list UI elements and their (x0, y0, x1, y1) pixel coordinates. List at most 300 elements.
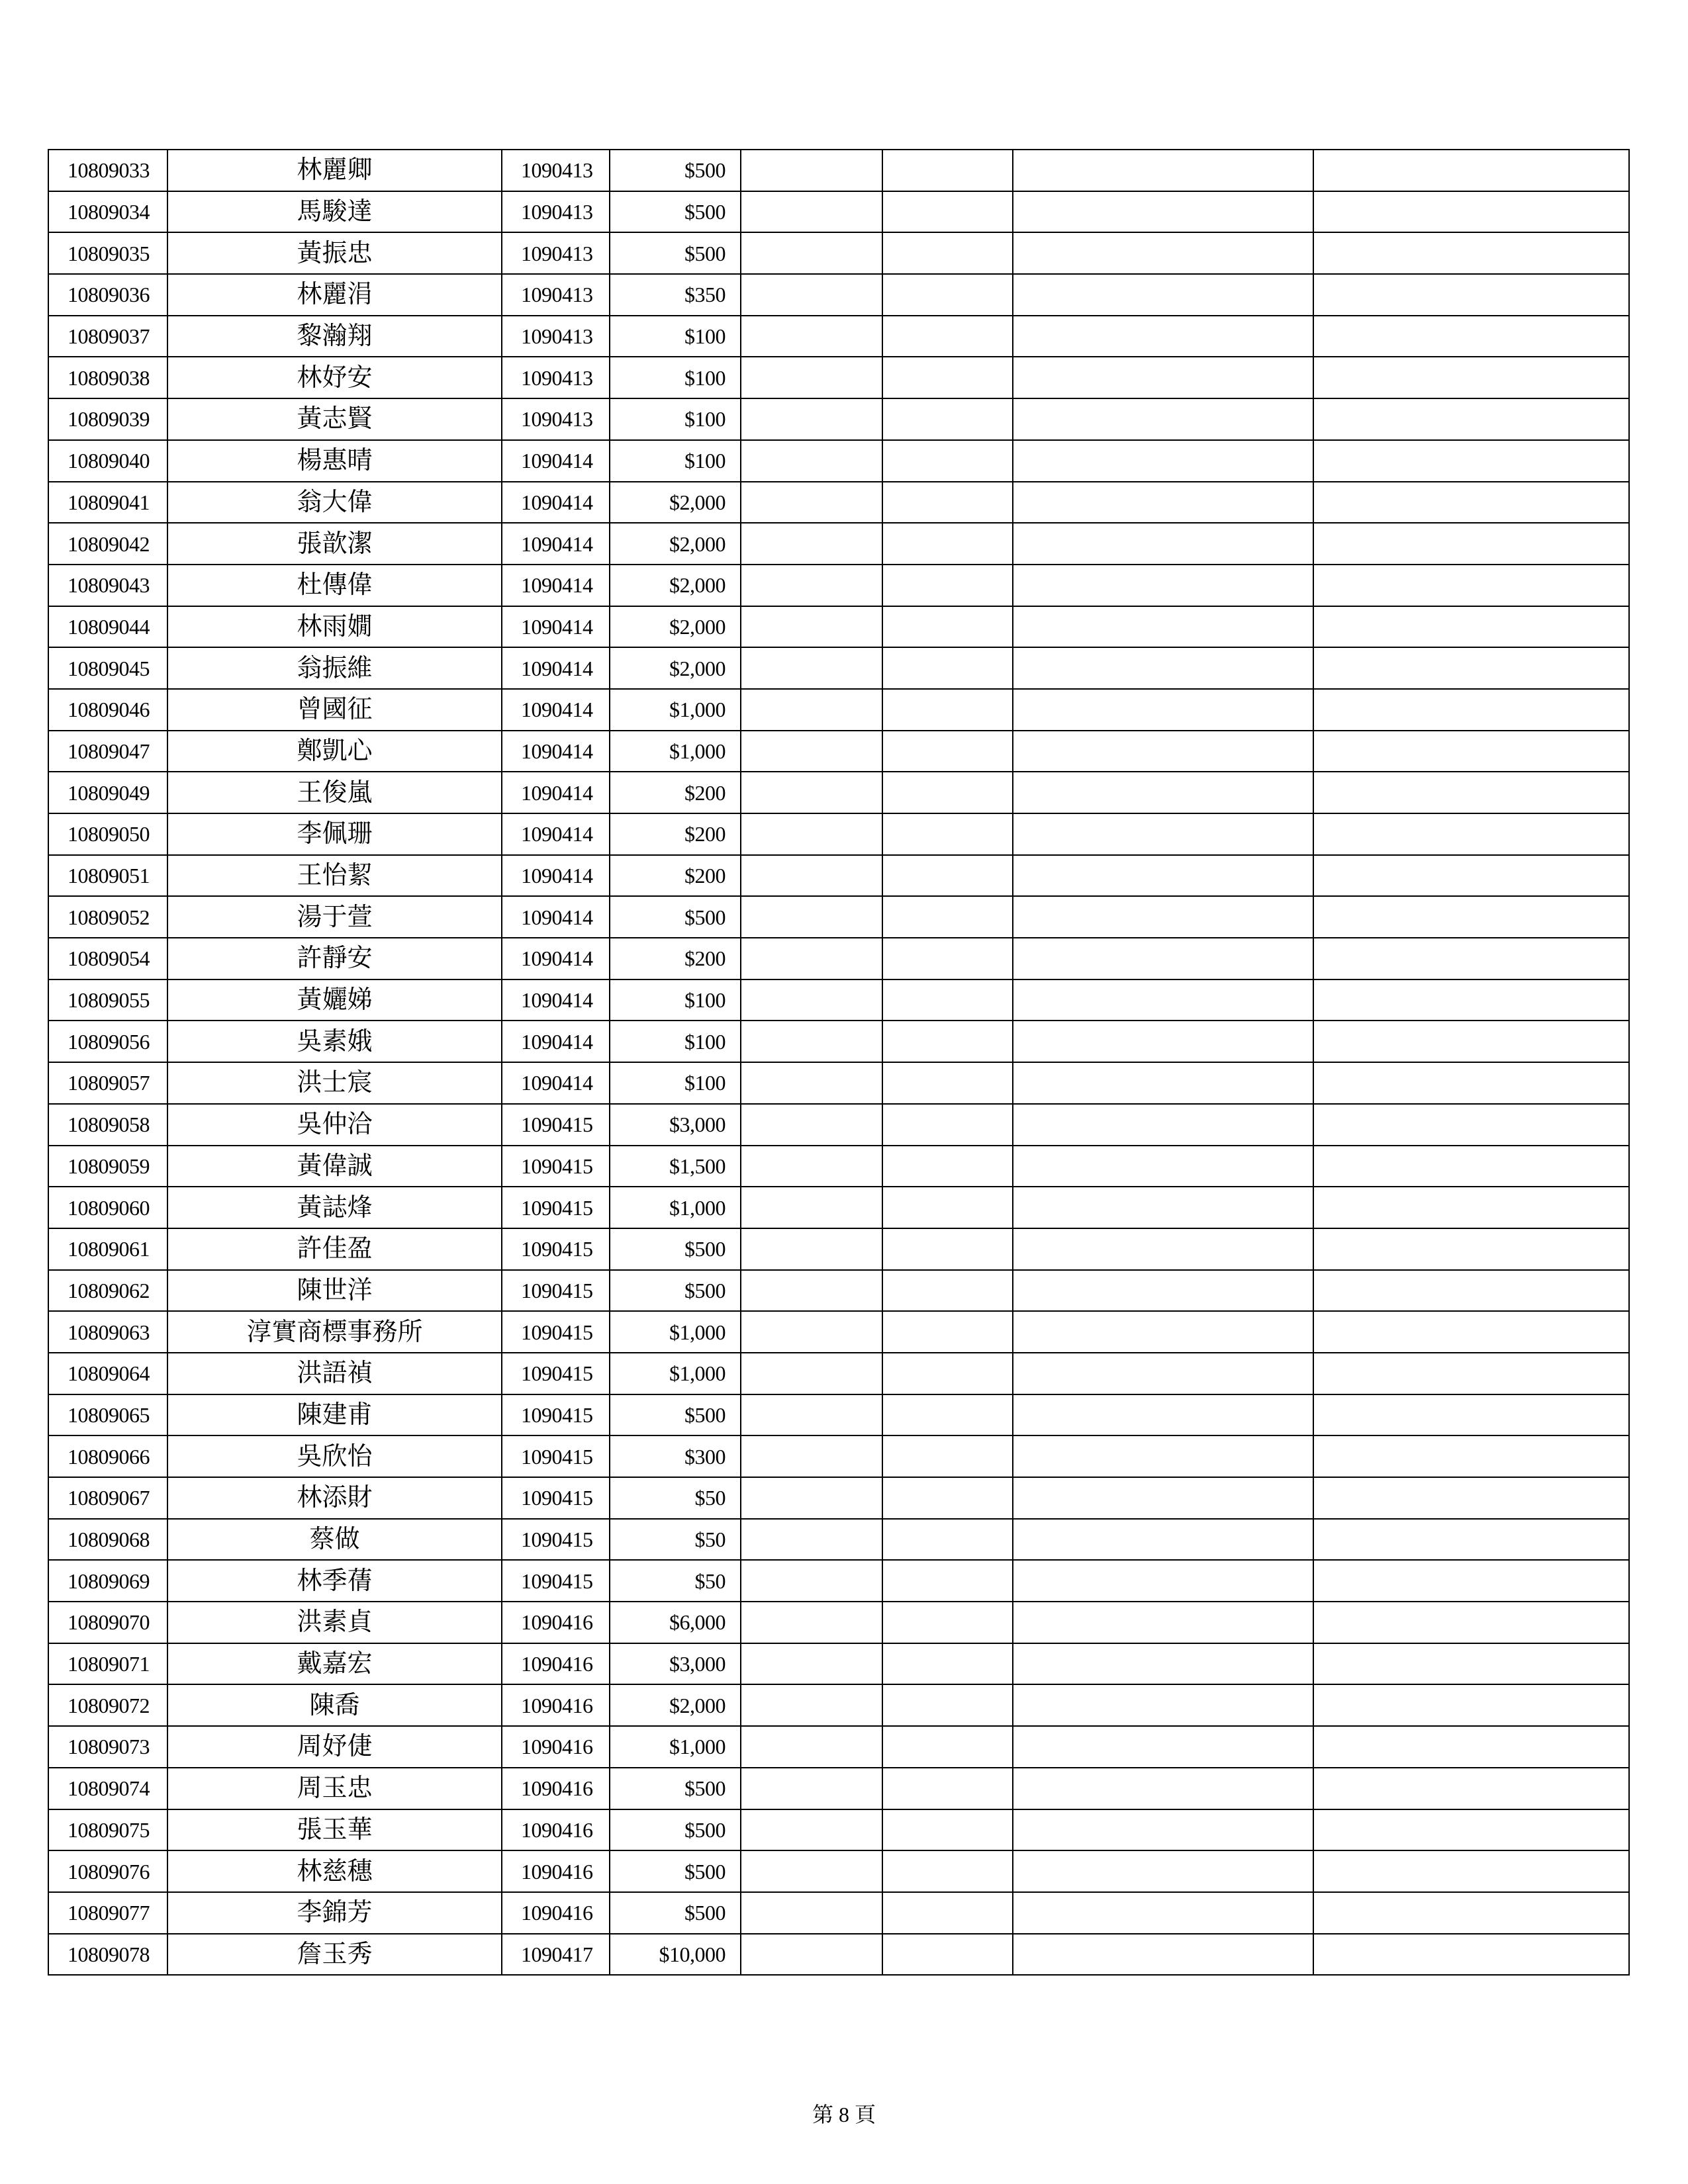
page-number: 第 8 頁 (812, 2103, 876, 2126)
donor-name-cell: 黃志賢 (167, 398, 502, 440)
empty-cell (741, 1146, 882, 1187)
table-row (48, 1104, 1629, 1146)
receipt-number-cell: 10809071 (48, 1643, 167, 1685)
donation-date-cell: 1090414 (502, 938, 610, 979)
empty-cell (741, 1228, 882, 1270)
table-row (48, 1353, 1629, 1394)
table-row (48, 1062, 1629, 1104)
empty-cell (1313, 316, 1629, 357)
table-row (48, 1850, 1629, 1892)
donor-name-cell: 王俊嵐 (167, 772, 502, 813)
amount-cell: $1,000 (610, 1353, 741, 1394)
empty-cell (741, 1892, 882, 1934)
table-row (48, 1311, 1629, 1353)
empty-cell (1013, 1477, 1313, 1519)
receipt-number-cell: 10809073 (48, 1726, 167, 1768)
empty-cell (882, 1311, 1013, 1353)
amount-cell: $500 (610, 191, 741, 233)
table-row (48, 565, 1629, 606)
empty-cell (1013, 1809, 1313, 1851)
table-row (48, 606, 1629, 648)
table-row (48, 523, 1629, 565)
empty-cell (741, 1602, 882, 1643)
table-row (48, 191, 1629, 233)
receipt-number-cell: 10809067 (48, 1477, 167, 1519)
amount-cell: $200 (610, 813, 741, 855)
amount-cell: $100 (610, 1021, 741, 1062)
donation-date-cell: 1090413 (502, 398, 610, 440)
receipt-number-cell: 10809034 (48, 191, 167, 233)
empty-cell (1013, 1934, 1313, 1976)
receipt-number-cell: 10809068 (48, 1519, 167, 1561)
receipt-number-cell: 10809059 (48, 1146, 167, 1187)
empty-cell (1013, 440, 1313, 482)
donation-date-cell: 1090413 (502, 150, 610, 191)
empty-cell (1013, 398, 1313, 440)
empty-cell (1013, 1311, 1313, 1353)
empty-cell (1313, 1435, 1629, 1477)
donor-name-cell: 翁振維 (167, 647, 502, 689)
amount-cell: $500 (610, 1270, 741, 1312)
amount-cell: $1,000 (610, 689, 741, 731)
empty-cell (1013, 1602, 1313, 1643)
empty-cell (882, 647, 1013, 689)
empty-cell (882, 1726, 1013, 1768)
amount-cell: $200 (610, 772, 741, 813)
table-row (48, 316, 1629, 357)
empty-cell (1013, 1353, 1313, 1394)
table-row (48, 647, 1629, 689)
donation-date-cell: 1090414 (502, 813, 610, 855)
table-row (48, 1602, 1629, 1643)
amount-cell: $100 (610, 316, 741, 357)
empty-cell (1013, 772, 1313, 813)
amount-cell: $3,000 (610, 1104, 741, 1146)
empty-cell (1013, 1104, 1313, 1146)
donor-name-cell: 張歆潔 (167, 523, 502, 565)
donation-date-cell: 1090414 (502, 731, 610, 772)
donor-name-cell: 洪素貞 (167, 1602, 502, 1643)
empty-cell (1313, 1892, 1629, 1934)
empty-cell (1013, 647, 1313, 689)
donation-date-cell: 1090416 (502, 1684, 610, 1726)
empty-cell (882, 440, 1013, 482)
receipt-number-cell: 10809058 (48, 1104, 167, 1146)
donor-name-cell: 楊惠晴 (167, 440, 502, 482)
amount-cell: $100 (610, 440, 741, 482)
empty-cell (741, 274, 882, 316)
empty-cell (882, 1187, 1013, 1228)
donation-date-cell: 1090416 (502, 1850, 610, 1892)
empty-cell (882, 316, 1013, 357)
empty-cell (1013, 1228, 1313, 1270)
empty-cell (1013, 523, 1313, 565)
donor-name-cell: 陳建甫 (167, 1394, 502, 1436)
donation-date-cell: 1090415 (502, 1228, 610, 1270)
empty-cell (882, 731, 1013, 772)
receipt-number-cell: 10809036 (48, 274, 167, 316)
empty-cell (741, 1560, 882, 1602)
amount-cell: $500 (610, 1394, 741, 1436)
empty-cell (882, 1394, 1013, 1436)
empty-cell (741, 440, 882, 482)
empty-cell (1013, 896, 1313, 938)
empty-cell (1313, 979, 1629, 1021)
empty-cell (1313, 1021, 1629, 1062)
empty-cell (1013, 1560, 1313, 1602)
empty-cell (882, 1643, 1013, 1685)
table-row (48, 1435, 1629, 1477)
receipt-number-cell: 10809066 (48, 1435, 167, 1477)
receipt-number-cell: 10809063 (48, 1311, 167, 1353)
empty-cell (1313, 896, 1629, 938)
table-row (48, 731, 1629, 772)
donation-date-cell: 1090415 (502, 1477, 610, 1519)
table-row (48, 1146, 1629, 1187)
empty-cell (741, 1062, 882, 1104)
empty-cell (1013, 316, 1313, 357)
donor-name-cell: 陳世洋 (167, 1270, 502, 1312)
receipt-number-cell: 10809042 (48, 523, 167, 565)
donor-name-cell: 蔡做 (167, 1519, 502, 1561)
donor-name-cell: 洪士宸 (167, 1062, 502, 1104)
empty-cell (1013, 1726, 1313, 1768)
empty-cell (882, 1684, 1013, 1726)
table-row (48, 855, 1629, 897)
amount-cell: $2,000 (610, 1684, 741, 1726)
donation-date-cell: 1090415 (502, 1353, 610, 1394)
table-row (48, 1726, 1629, 1768)
receipt-number-cell: 10809062 (48, 1270, 167, 1312)
receipt-number-cell: 10809055 (48, 979, 167, 1021)
empty-cell (741, 1104, 882, 1146)
empty-cell (1313, 1228, 1629, 1270)
empty-cell (741, 647, 882, 689)
table-row (48, 440, 1629, 482)
donor-name-cell: 馬駿達 (167, 191, 502, 233)
empty-cell (1013, 1187, 1313, 1228)
empty-cell (1313, 772, 1629, 813)
empty-cell (1013, 150, 1313, 191)
donor-name-cell: 黃孋娣 (167, 979, 502, 1021)
amount-cell: $500 (610, 1768, 741, 1809)
empty-cell (741, 1809, 882, 1851)
empty-cell (1313, 191, 1629, 233)
table-row (48, 150, 1629, 191)
donation-date-cell: 1090414 (502, 606, 610, 648)
empty-cell (741, 689, 882, 731)
empty-cell (1313, 1684, 1629, 1726)
empty-cell (882, 1435, 1013, 1477)
empty-cell (1313, 1311, 1629, 1353)
donation-date-cell: 1090415 (502, 1394, 610, 1436)
donor-name-cell: 曾國征 (167, 689, 502, 731)
empty-cell (1313, 565, 1629, 606)
empty-cell (882, 1477, 1013, 1519)
empty-cell (882, 150, 1013, 191)
empty-cell (1313, 1643, 1629, 1685)
receipt-number-cell: 10809060 (48, 1187, 167, 1228)
empty-cell (882, 398, 1013, 440)
empty-cell (1013, 482, 1313, 523)
empty-cell (882, 772, 1013, 813)
empty-cell (1313, 1146, 1629, 1187)
empty-cell (1013, 232, 1313, 274)
table-row (48, 1892, 1629, 1934)
amount-cell: $500 (610, 150, 741, 191)
empty-cell (1313, 1768, 1629, 1809)
empty-cell (882, 689, 1013, 731)
empty-cell (1313, 855, 1629, 897)
receipt-number-cell: 10809040 (48, 440, 167, 482)
table-row (48, 232, 1629, 274)
table-row (48, 1809, 1629, 1851)
amount-cell: $2,000 (610, 606, 741, 648)
donation-date-cell: 1090417 (502, 1934, 610, 1976)
empty-cell (1013, 938, 1313, 979)
empty-cell (741, 1643, 882, 1685)
receipt-number-cell: 10809057 (48, 1062, 167, 1104)
donation-date-cell: 1090414 (502, 1021, 610, 1062)
empty-cell (1013, 731, 1313, 772)
table-row (48, 357, 1629, 398)
donor-name-cell: 黃誌烽 (167, 1187, 502, 1228)
table-row (48, 1270, 1629, 1312)
donor-name-cell: 許靜安 (167, 938, 502, 979)
amount-cell: $500 (610, 1892, 741, 1934)
amount-cell: $500 (610, 232, 741, 274)
amount-cell: $500 (610, 896, 741, 938)
empty-cell (741, 1435, 882, 1477)
receipt-number-cell: 10809033 (48, 150, 167, 191)
donation-date-cell: 1090413 (502, 191, 610, 233)
empty-cell (1013, 1394, 1313, 1436)
empty-cell (1013, 1021, 1313, 1062)
empty-cell (1013, 1270, 1313, 1312)
empty-cell (882, 1104, 1013, 1146)
empty-cell (741, 813, 882, 855)
empty-cell (882, 1850, 1013, 1892)
receipt-number-cell: 10809044 (48, 606, 167, 648)
receipt-number-cell: 10809077 (48, 1892, 167, 1934)
empty-cell (882, 1934, 1013, 1976)
empty-cell (1313, 1934, 1629, 1976)
empty-cell (882, 1021, 1013, 1062)
empty-cell (741, 565, 882, 606)
empty-cell (1313, 398, 1629, 440)
amount-cell: $1,500 (610, 1146, 741, 1187)
empty-cell (741, 150, 882, 191)
receipt-number-cell: 10809047 (48, 731, 167, 772)
table-row (48, 689, 1629, 731)
table-row (48, 482, 1629, 523)
empty-cell (741, 357, 882, 398)
amount-cell: $2,000 (610, 565, 741, 606)
receipt-number-cell: 10809039 (48, 398, 167, 440)
receipt-number-cell: 10809050 (48, 813, 167, 855)
donor-name-cell: 黃偉誠 (167, 1146, 502, 1187)
table-row (48, 1934, 1629, 1976)
empty-cell (1013, 1643, 1313, 1685)
amount-cell: $100 (610, 398, 741, 440)
empty-cell (741, 1850, 882, 1892)
empty-cell (741, 1934, 882, 1976)
receipt-number-cell: 10809052 (48, 896, 167, 938)
donation-date-cell: 1090413 (502, 357, 610, 398)
amount-cell: $100 (610, 357, 741, 398)
empty-cell (1013, 1768, 1313, 1809)
donor-name-cell: 李錦芳 (167, 1892, 502, 1934)
ledger-body (48, 150, 1629, 1975)
empty-cell (1313, 1850, 1629, 1892)
table-row (48, 398, 1629, 440)
donation-date-cell: 1090415 (502, 1519, 610, 1561)
donor-name-cell: 林雨嫺 (167, 606, 502, 648)
empty-cell (1313, 1602, 1629, 1643)
amount-cell: $50 (610, 1519, 741, 1561)
empty-cell (1313, 689, 1629, 731)
amount-cell: $1,000 (610, 1311, 741, 1353)
empty-cell (1313, 1187, 1629, 1228)
donor-name-cell: 林季蒨 (167, 1560, 502, 1602)
empty-cell (741, 1021, 882, 1062)
empty-cell (1313, 1726, 1629, 1768)
donation-date-cell: 1090416 (502, 1768, 610, 1809)
receipt-number-cell: 10809037 (48, 316, 167, 357)
receipt-number-cell: 10809061 (48, 1228, 167, 1270)
empty-cell (882, 896, 1013, 938)
empty-cell (1313, 731, 1629, 772)
empty-cell (1013, 1892, 1313, 1934)
empty-cell (1013, 1684, 1313, 1726)
empty-cell (1013, 689, 1313, 731)
empty-cell (882, 855, 1013, 897)
donation-date-cell: 1090413 (502, 232, 610, 274)
donor-name-cell: 杜傳偉 (167, 565, 502, 606)
donation-date-cell: 1090416 (502, 1809, 610, 1851)
receipt-number-cell: 10809043 (48, 565, 167, 606)
donor-name-cell: 鄭凱心 (167, 731, 502, 772)
donation-date-cell: 1090416 (502, 1726, 610, 1768)
donation-date-cell: 1090414 (502, 1062, 610, 1104)
table-row (48, 1643, 1629, 1685)
table-row (48, 1228, 1629, 1270)
amount-cell: $2,000 (610, 482, 741, 523)
amount-cell: $50 (610, 1477, 741, 1519)
amount-cell: $200 (610, 938, 741, 979)
empty-cell (1013, 565, 1313, 606)
donor-name-cell: 淳實商標事務所 (167, 1311, 502, 1353)
donation-ledger-table (48, 149, 1630, 1976)
receipt-number-cell: 10809076 (48, 1850, 167, 1892)
empty-cell (1313, 1353, 1629, 1394)
donation-date-cell: 1090416 (502, 1892, 610, 1934)
empty-cell (1313, 647, 1629, 689)
donation-date-cell: 1090413 (502, 316, 610, 357)
receipt-number-cell: 10809056 (48, 1021, 167, 1062)
empty-cell (882, 1892, 1013, 1934)
empty-cell (1313, 813, 1629, 855)
amount-cell: $300 (610, 1435, 741, 1477)
empty-cell (1313, 1560, 1629, 1602)
donor-name-cell: 陳喬 (167, 1684, 502, 1726)
donation-date-cell: 1090414 (502, 855, 610, 897)
donation-date-cell: 1090413 (502, 274, 610, 316)
donation-date-cell: 1090414 (502, 647, 610, 689)
amount-cell: $3,000 (610, 1643, 741, 1685)
donation-date-cell: 1090414 (502, 689, 610, 731)
amount-cell: $50 (610, 1560, 741, 1602)
empty-cell (882, 1519, 1013, 1561)
donor-name-cell: 黃振忠 (167, 232, 502, 274)
donor-name-cell: 周妤倢 (167, 1726, 502, 1768)
receipt-number-cell: 10809049 (48, 772, 167, 813)
receipt-number-cell: 10809072 (48, 1684, 167, 1726)
empty-cell (882, 191, 1013, 233)
empty-cell (1313, 150, 1629, 191)
empty-cell (741, 1477, 882, 1519)
empty-cell (882, 1146, 1013, 1187)
empty-cell (1013, 1519, 1313, 1561)
empty-cell (1313, 1104, 1629, 1146)
empty-cell (741, 1726, 882, 1768)
empty-cell (741, 1394, 882, 1436)
empty-cell (882, 1560, 1013, 1602)
amount-cell: $100 (610, 1062, 741, 1104)
donation-date-cell: 1090414 (502, 440, 610, 482)
empty-cell (1313, 1519, 1629, 1561)
empty-cell (882, 1062, 1013, 1104)
empty-cell (1313, 357, 1629, 398)
empty-cell (882, 606, 1013, 648)
empty-cell (1013, 357, 1313, 398)
empty-cell (882, 1809, 1013, 1851)
empty-cell (1313, 606, 1629, 648)
empty-cell (1313, 274, 1629, 316)
empty-cell (882, 523, 1013, 565)
receipt-number-cell: 10809065 (48, 1394, 167, 1436)
empty-cell (741, 772, 882, 813)
receipt-number-cell: 10809074 (48, 1768, 167, 1809)
empty-cell (741, 1768, 882, 1809)
donation-date-cell: 1090415 (502, 1270, 610, 1312)
empty-cell (1013, 979, 1313, 1021)
table-row (48, 1768, 1629, 1809)
receipt-number-cell: 10809041 (48, 482, 167, 523)
empty-cell (882, 565, 1013, 606)
donor-name-cell: 吳仲洽 (167, 1104, 502, 1146)
empty-cell (1013, 274, 1313, 316)
empty-cell (1013, 1146, 1313, 1187)
donation-date-cell: 1090416 (502, 1602, 610, 1643)
donor-name-cell: 許佳盈 (167, 1228, 502, 1270)
donor-name-cell: 林麗卿 (167, 150, 502, 191)
donation-date-cell: 1090414 (502, 565, 610, 606)
empty-cell (741, 1353, 882, 1394)
amount-cell: $350 (610, 274, 741, 316)
empty-cell (741, 1270, 882, 1312)
empty-cell (741, 938, 882, 979)
empty-cell (1313, 232, 1629, 274)
empty-cell (741, 896, 882, 938)
empty-cell (741, 523, 882, 565)
empty-cell (741, 606, 882, 648)
empty-cell (1313, 1809, 1629, 1851)
empty-cell (1313, 1062, 1629, 1104)
donor-name-cell: 林添財 (167, 1477, 502, 1519)
table-row (48, 1519, 1629, 1561)
empty-cell (741, 482, 882, 523)
